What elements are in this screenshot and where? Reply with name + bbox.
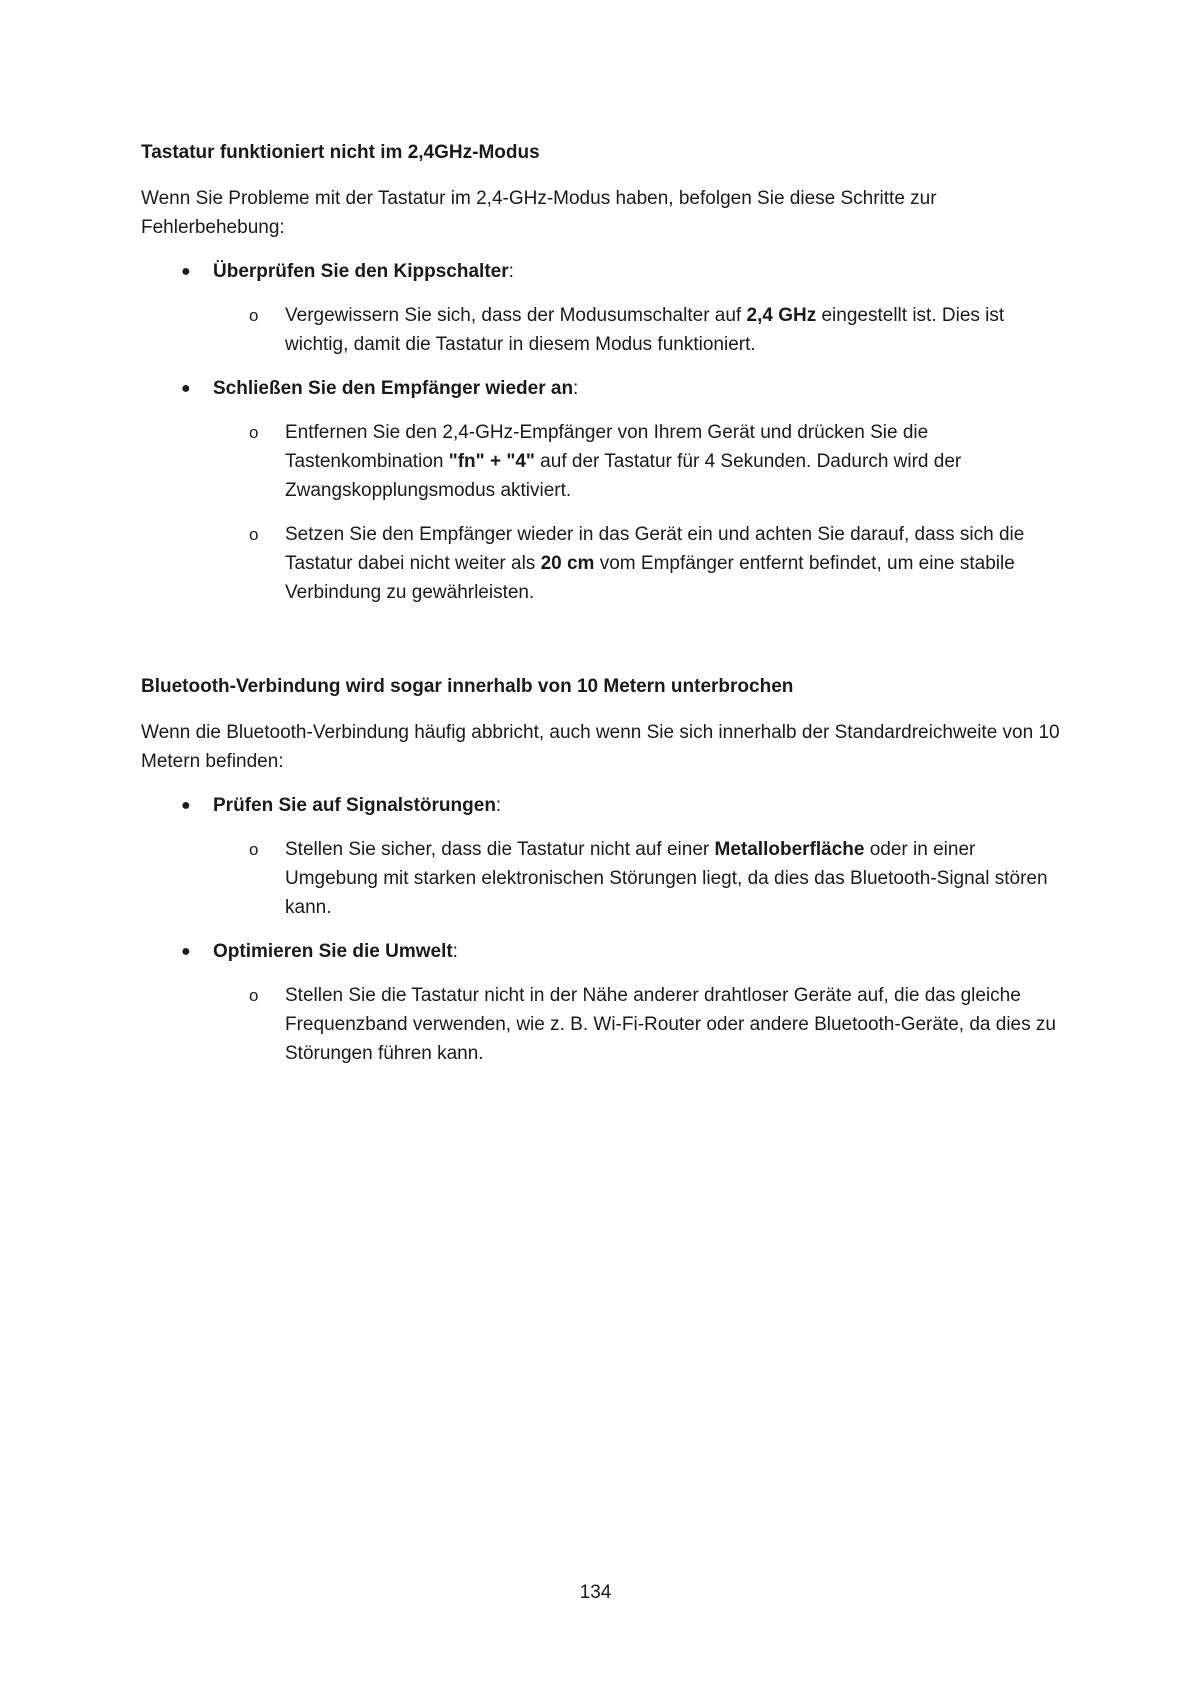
bullet-title: Schließen Sie den Empfänger wieder an	[213, 378, 574, 399]
bullet-icon: ●	[181, 797, 191, 814]
bullet-item-kippschalter	[141, 257, 1061, 286]
sub-text: eingestellt ist. Dies ist wichtig, damit die Tastatur in diesem Modus funktioniert.	[285, 305, 1005, 355]
sub-text: vom Empfänger entfernt befindet, um eine stabile Verbindung zu gewährleisten.	[285, 553, 1015, 603]
bullet-icon: ●	[181, 380, 191, 397]
sub-item	[141, 835, 1061, 922]
bullet-item-empfaenger	[141, 374, 1061, 403]
sub-text: Stellen Sie sicher, dass die Tastatur nicht auf einer	[285, 839, 715, 860]
sub-text: Stellen Sie die Tastatur nicht in der Nähe anderer drahtloser Geräte auf, die das gleiche Frequenzband verwenden, wie z. B. Wi-Fi-Router oder andere Bluetooth-Geräte, da dies zu Störungen führen kann.	[285, 985, 1056, 1064]
bullet-icon: ●	[181, 263, 191, 280]
bullet-suffix: :	[508, 261, 514, 282]
sub-text: auf der Tastatur für 4 Sekunden. Dadurch wird der Zwangskopplungsmodus aktiviert.	[285, 451, 962, 501]
sub-bold-text: "fn" + "4"	[448, 451, 535, 472]
bullet-item-signalstoerungen	[141, 791, 1061, 820]
bullet-suffix: :	[452, 941, 458, 962]
bullet-suffix: :	[495, 795, 502, 816]
sub-text: Setzen Sie den Empfänger wieder in das Gerät ein und achten Sie darauf, dass sich die Tastatur dabei nicht weiter als	[285, 524, 1025, 574]
sub-text: Vergewissern Sie sich, dass der Modusumschalter auf	[285, 305, 747, 326]
sub-item	[141, 981, 1061, 1068]
bullet-title: Optimieren Sie die Umwelt	[213, 941, 453, 962]
sub-item	[141, 301, 1061, 359]
circle-bullet-icon: o	[249, 306, 259, 325]
circle-bullet-icon: o	[249, 986, 259, 1005]
sub-text: Entfernen Sie den 2,4-GHz-Empfänger von Ihrem Gerät und drücken Sie die Tastenkombination	[285, 422, 929, 472]
circle-bullet-icon: o	[249, 525, 259, 544]
bullet-title: Prüfen Sie auf Signalstörungen	[213, 795, 496, 816]
page-number: 134	[579, 1582, 612, 1603]
sub-bold-text: Metalloberfläche	[714, 839, 865, 860]
sub-bold-text: 2,4 GHz	[746, 305, 817, 326]
sub-item	[141, 520, 1061, 607]
bullet-icon: ●	[181, 943, 191, 960]
section-heading: Bluetooth-Verbindung wird sogar innerhalb von 10 Metern unterbrochen	[141, 676, 794, 697]
section-heading: Tastatur funktioniert nicht im 2,4GHz-Modus	[141, 142, 540, 163]
section-intro: Wenn die Bluetooth-Verbindung häufig abbricht, auch wenn Sie sich innerhalb der Standardreichweite von 10 Metern befinden:	[141, 722, 1060, 772]
sub-item	[141, 418, 1061, 505]
circle-bullet-icon: o	[249, 840, 259, 859]
section-bluetooth-troubleshooting	[141, 674, 1061, 1083]
section-2-4ghz-troubleshooting	[141, 140, 1061, 622]
circle-bullet-icon: o	[249, 423, 259, 442]
bullet-suffix: :	[573, 378, 579, 399]
sub-text: oder in einer Umgebung mit starken elektronischen Störungen liegt, da dies das Bluetooth-Signal stören kann.	[285, 839, 1048, 918]
bullet-title: Überprüfen Sie den Kippschalter	[213, 261, 509, 282]
section-intro: Wenn Sie Probleme mit der Tastatur im 2,4-GHz-Modus haben, befolgen Sie diese Schritte zur Fehlerbehebung:	[141, 188, 937, 238]
sub-bold-text: 20 cm	[540, 553, 595, 574]
bullet-item-umwelt	[141, 937, 1061, 966]
